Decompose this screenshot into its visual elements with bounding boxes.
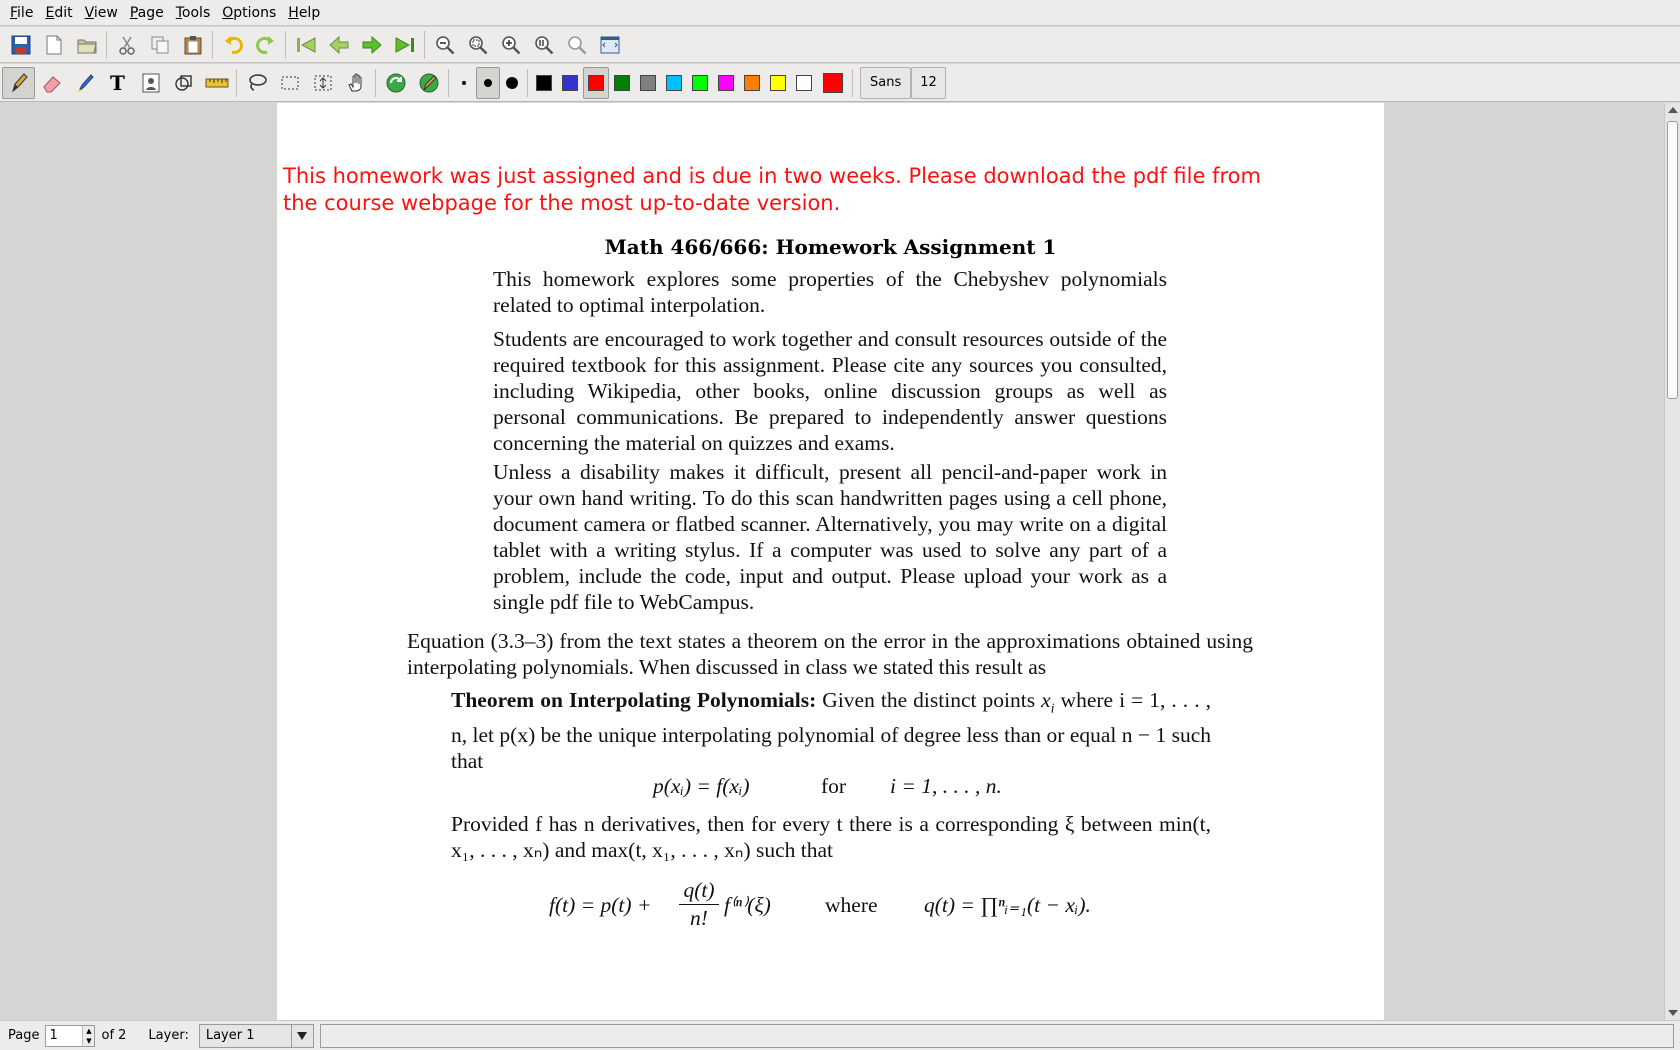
error-equation-fraction: [679, 878, 719, 931]
fraction-bar: [679, 904, 719, 905]
menu-item-mnemonic: H: [288, 4, 299, 21]
color-swatch: [796, 75, 812, 91]
color-palette: [531, 67, 817, 99]
layer-label: Layer:: [148, 1028, 189, 1043]
theorem-paragraph: Theorem on Interpolating Polynomials: Given the distinct points $x_i$ where i = 1, . . . , n, let p(x) be the unique interpolating polynomial of degree less than or equal n − 1 such that: [451, 688, 1211, 774]
last-page-icon[interactable]: [388, 29, 421, 61]
theorem-text: where i = 1, . . . , n, let p(x) be the unique interpolating polynomial of degree less than or equal n − 1 such that: [451, 688, 1211, 774]
toolbar-separator: [852, 69, 853, 97]
toolbar-separator: [527, 69, 528, 97]
zoom-fit-icon[interactable]: [461, 29, 494, 61]
chevron-down-icon[interactable]: [291, 1025, 313, 1047]
page-number-value: 1: [49, 1028, 58, 1043]
status-bar: [0, 1020, 1680, 1050]
menu-item[interactable]: [216, 0, 282, 26]
lasso-select-icon[interactable]: [240, 67, 273, 99]
color-swatch: [692, 75, 708, 91]
zoom-100-icon[interactable]: [527, 29, 560, 61]
font-size-button[interactable]: 12: [911, 67, 946, 99]
page-total: of 2: [101, 1028, 127, 1043]
text-tool-icon[interactable]: T: [110, 70, 125, 95]
fullscreen-icon[interactable]: [593, 29, 626, 61]
color-swatch: [588, 75, 604, 91]
redo-icon[interactable]: [249, 29, 282, 61]
color-swatch-button[interactable]: [583, 67, 609, 99]
layer-select-value: Layer 1: [205, 1028, 255, 1043]
page-label: Page: [8, 1028, 40, 1043]
thickness-thick-icon[interactable]: [500, 67, 524, 99]
color-swatch: [718, 75, 734, 91]
previous-page-icon[interactable]: [322, 29, 355, 61]
zoom-out-icon[interactable]: [428, 29, 461, 61]
main-toolbar: [0, 27, 1680, 63]
menu-item[interactable]: [39, 0, 78, 26]
current-color-swatch: [823, 73, 843, 93]
menu-item[interactable]: [282, 0, 326, 26]
equation-intro-paragraph: Equation (3.3–3) from the text states a theorem on the error in the approximations obtained using interpolating polynomials. When discussed in class we stated this result as: [407, 629, 1253, 679]
color-swatch: [744, 75, 760, 91]
color-swatch-button[interactable]: [661, 67, 687, 99]
toolbar-separator: [424, 31, 425, 59]
toolbar-separator: [236, 69, 237, 97]
annotation-line: the course webpage for the most up-to-date version.: [283, 191, 841, 215]
new-document-icon[interactable]: [37, 29, 70, 61]
copy-icon[interactable]: [143, 29, 176, 61]
page-number-input[interactable]: [45, 1025, 95, 1047]
menu-item-mnemonic: E: [45, 4, 55, 21]
error-equation-derivative: f⁽ⁿ⁾(ξ): [724, 893, 771, 917]
menu-item[interactable]: [124, 0, 170, 26]
cut-icon[interactable]: [110, 29, 143, 61]
document-title: Math 466/666: Homework Assignment 1: [604, 235, 1057, 259]
undo-icon[interactable]: [216, 29, 249, 61]
page-spinner-icon[interactable]: ▲ ▼: [82, 1026, 94, 1046]
default-pen-icon[interactable]: [412, 67, 445, 99]
error-equation-right: q(t) = ∏ⁿᵢ₌₁(t − xᵢ).: [924, 893, 1091, 917]
highlighter-icon[interactable]: [68, 67, 101, 99]
scrollbar-thumb[interactable]: [1667, 121, 1678, 399]
color-swatch: [666, 75, 682, 91]
zoom-width-icon[interactable]: [560, 29, 593, 61]
error-equation-where: where: [825, 893, 878, 917]
menu-item-label: ools: [181, 4, 211, 21]
scroll-down-icon[interactable]: [1668, 1010, 1678, 1016]
shape-recognizer-icon[interactable]: [167, 67, 200, 99]
status-message-field: [320, 1024, 1674, 1048]
menu-item-mnemonic: V: [84, 4, 94, 21]
menu-item-label: dit: [54, 4, 73, 21]
menu-item[interactable]: [4, 0, 39, 26]
menu-bar: [0, 0, 1680, 26]
menu-item[interactable]: [170, 0, 217, 26]
vertical-space-icon[interactable]: [306, 67, 339, 99]
color-swatch: [562, 75, 578, 91]
color-swatch: [614, 75, 630, 91]
document-canvas[interactable]: [0, 103, 1664, 1020]
open-folder-icon[interactable]: [70, 29, 103, 61]
color-swatch: [536, 75, 552, 91]
menu-item-mnemonic: O: [222, 4, 234, 21]
color-swatch-button[interactable]: [531, 67, 557, 99]
interp-equation-for: for: [821, 774, 847, 798]
save-icon[interactable]: [4, 29, 37, 61]
color-swatch-button[interactable]: [557, 67, 583, 99]
document-page[interactable]: [277, 103, 1384, 1020]
provided-paragraph: Provided f has n derivatives, then for every t there is a corresponding ξ between min(t, x₁, . . . , xₙ) and max(t, x₁, . . . , xₙ) such that: [451, 812, 1211, 862]
toolbar-separator: [212, 31, 213, 59]
scroll-up-icon[interactable]: [1668, 107, 1678, 113]
intro-paragraph: This homework explores some properties of the Chebyshev polynomials related to optimal interpolation.: [493, 267, 1167, 317]
hand-tool-icon[interactable]: [339, 67, 372, 99]
color-swatch-button[interactable]: [635, 67, 661, 99]
color-swatch: [640, 75, 656, 91]
image-tool-icon[interactable]: [134, 67, 167, 99]
menu-item-mnemonic: P: [129, 4, 138, 21]
pencil-icon[interactable]: [2, 67, 35, 99]
color-swatch-button[interactable]: [609, 67, 635, 99]
eraser-icon[interactable]: [35, 67, 68, 99]
zoom-in-icon[interactable]: [494, 29, 527, 61]
toolbar-separator: [106, 31, 107, 59]
theorem-heading: Theorem on Interpolating Polynomials:: [451, 688, 817, 712]
fraction-numerator: q(t): [683, 878, 715, 902]
error-equation-left: f(t) = p(t) +: [549, 893, 652, 917]
interp-equation-left: p(xᵢ) = f(xᵢ): [653, 774, 750, 798]
menu-item-mnemonic: T: [175, 4, 182, 21]
color-swatch-button[interactable]: [765, 67, 791, 99]
color-swatch-button[interactable]: [713, 67, 739, 99]
handwriting-paragraph: Unless a disability makes it difficult, present all pencil-and-paper work in your own hand writing. To do this scan handwritten pages using a cell phone, document camera or flatbed scanner. Alternatively, you may write on a digital tablet with a writing stylus. If a computer was used to solve any part of a problem, include the code, input and output. Please upload your work as a single pdf file to WebCampus.: [493, 460, 1167, 614]
theorem-text: Given the distinct points: [816, 688, 1042, 712]
menu-item-label: age: [137, 4, 164, 21]
thickness-medium-icon[interactable]: [476, 67, 500, 99]
menu-item-mnemonic: F: [10, 4, 18, 21]
annotation-line: This homework was just assigned and is due in two weeks. Please download the pdf file from: [283, 164, 1261, 188]
font-name-button[interactable]: Sans: [860, 67, 911, 99]
first-page-icon[interactable]: [289, 29, 322, 61]
rect-select-icon[interactable]: [273, 67, 306, 99]
color-swatch-button[interactable]: [739, 67, 765, 99]
color-swatch-button[interactable]: [791, 67, 817, 99]
color-swatch-button[interactable]: [687, 67, 713, 99]
menu-item[interactable]: [79, 0, 124, 26]
ruler-icon[interactable]: [200, 67, 233, 99]
collaboration-paragraph: Students are encouraged to work together and consult resources outside of the required textbook for this assignment. Please cite any sources you consulted, including Wikipedia, other books, online discussion groups as well as personal communications. Be prepared to independently answer questions concerning the material on quizzes and exams.: [493, 327, 1167, 455]
menu-item-label: ptions: [233, 4, 277, 21]
text-annotation[interactable]: [283, 163, 1363, 217]
color-swatch: [770, 75, 786, 91]
toolbar-separator: [448, 69, 449, 97]
theorem-variable: x: [1041, 688, 1051, 712]
fraction-denominator: n!: [690, 906, 708, 930]
toolbar-separator: [375, 69, 376, 97]
drawing-toolbar: [0, 64, 1680, 102]
paste-icon[interactable]: [176, 29, 209, 61]
menu-item-label: iew: [93, 4, 118, 21]
default-tool-icon[interactable]: [379, 67, 412, 99]
current-color-button[interactable]: [817, 67, 849, 99]
next-page-icon[interactable]: [355, 29, 388, 61]
layer-select[interactable]: [199, 1024, 314, 1048]
toolbar-separator: [285, 31, 286, 59]
menu-item-label: elp: [298, 4, 321, 21]
interp-equation-right: i = 1, . . . , n.: [890, 774, 1002, 798]
thickness-fine-icon[interactable]: [452, 67, 476, 99]
vertical-scrollbar[interactable]: [1664, 103, 1680, 1020]
menu-item-label: ile: [17, 4, 34, 21]
